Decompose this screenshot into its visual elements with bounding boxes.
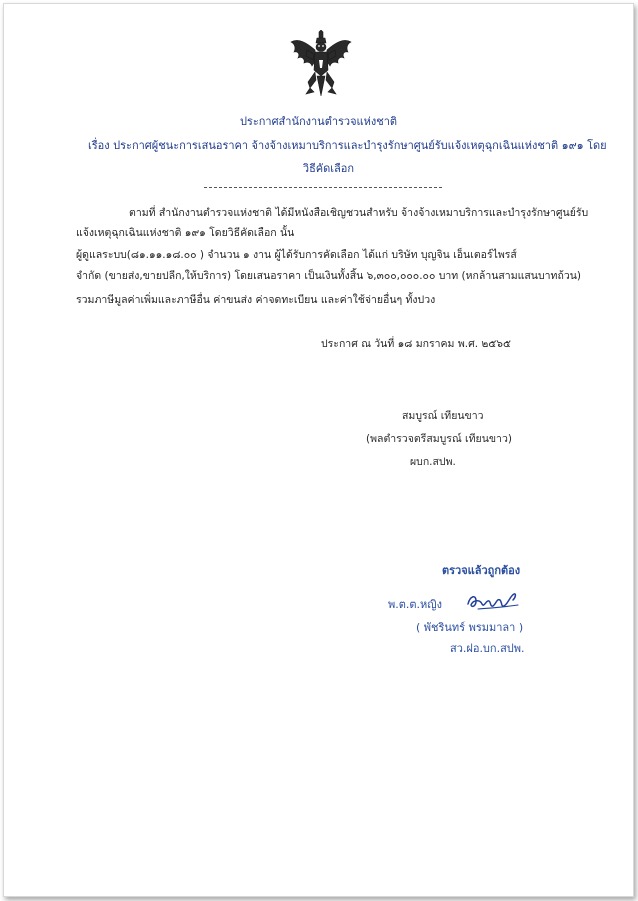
paragraph1-line2: แจ้งเหตุฉุกเฉินแห่งชาติ ๑๙๑ โดยวิธีคัดเลือก นั้น xyxy=(76,227,295,239)
signatory-position: ผบก.สปพ. xyxy=(410,456,456,468)
announcement-method: วิธีคัดเลือก xyxy=(302,162,355,175)
separator-line xyxy=(204,187,442,188)
signatory-rank-name: (พลตำรวจตรีสมบูรณ์ เทียนขาว) xyxy=(366,433,512,445)
paragraph1-line1: ตามที่ สำนักงานตำรวจแห่งชาติ ได้มีหนังสือเชิญชวนสำหรับ จ้างจ้างเหมาบริการและบำรุงรักษาศูนย์รับ xyxy=(129,207,589,219)
signatory-name: สมบูรณ์ เทียนขาว xyxy=(402,410,484,422)
verifier-rank: พ.ต.ต.หญิง xyxy=(388,598,443,611)
garuda-emblem-icon xyxy=(288,30,354,102)
verifier-position: สว.ฝอ.บก.สปพ. xyxy=(450,642,525,655)
document-body xyxy=(4,4,633,896)
announcement-heading: ประกาศสำนักงานตำรวจแห่งชาติ xyxy=(239,115,398,128)
paragraph2-line2: จำกัด (ขายส่ง,ขายปลีก,ให้บริการ) โดยเสนอราคา เป็นเงินทั้งสิ้น ๖,๓๐๐,๐๐๐.๐๐ บาท (หกล้านสามแสนบาทถ้วน) xyxy=(76,270,581,282)
verified-stamp: ตรวจแล้วถูกต้อง xyxy=(442,564,521,577)
announce-date: ประกาศ ณ วันที่ ๑๘ มกราคม พ.ศ. ๒๕๖๕ xyxy=(321,338,511,350)
document-page xyxy=(3,3,634,897)
announcement-subject: เรื่อง ประกาศผู้ชนะการเสนอราคา จ้างจ้างเหมาบริการและบำรุงรักษาศูนย์รับแจ้งเหตุฉุกเฉินแห่งชาติ ๑๙๑ โดย xyxy=(88,139,607,152)
handwritten-signature-icon xyxy=(464,588,524,614)
verifier-name: ( พัชรินทร์ พรมมาลา ) xyxy=(416,621,524,634)
paragraph2-line3: รวมภาษีมูลค่าเพิ่มและภาษีอื่น ค่าขนส่ง ค่าจดทะเบียน และค่าใช้จ่ายอื่นๆ ทั้งปวง xyxy=(76,294,436,306)
paragraph2-line1: ผู้ดูแลระบบ(๘๑.๑๑.๑๘.๐๐ ) จำนวน ๑ งาน ผู้ได้รับการคัดเลือก ได้แก่ บริษัท บุญจิน เอ็นเตอร์ไพรส์ xyxy=(76,249,517,261)
